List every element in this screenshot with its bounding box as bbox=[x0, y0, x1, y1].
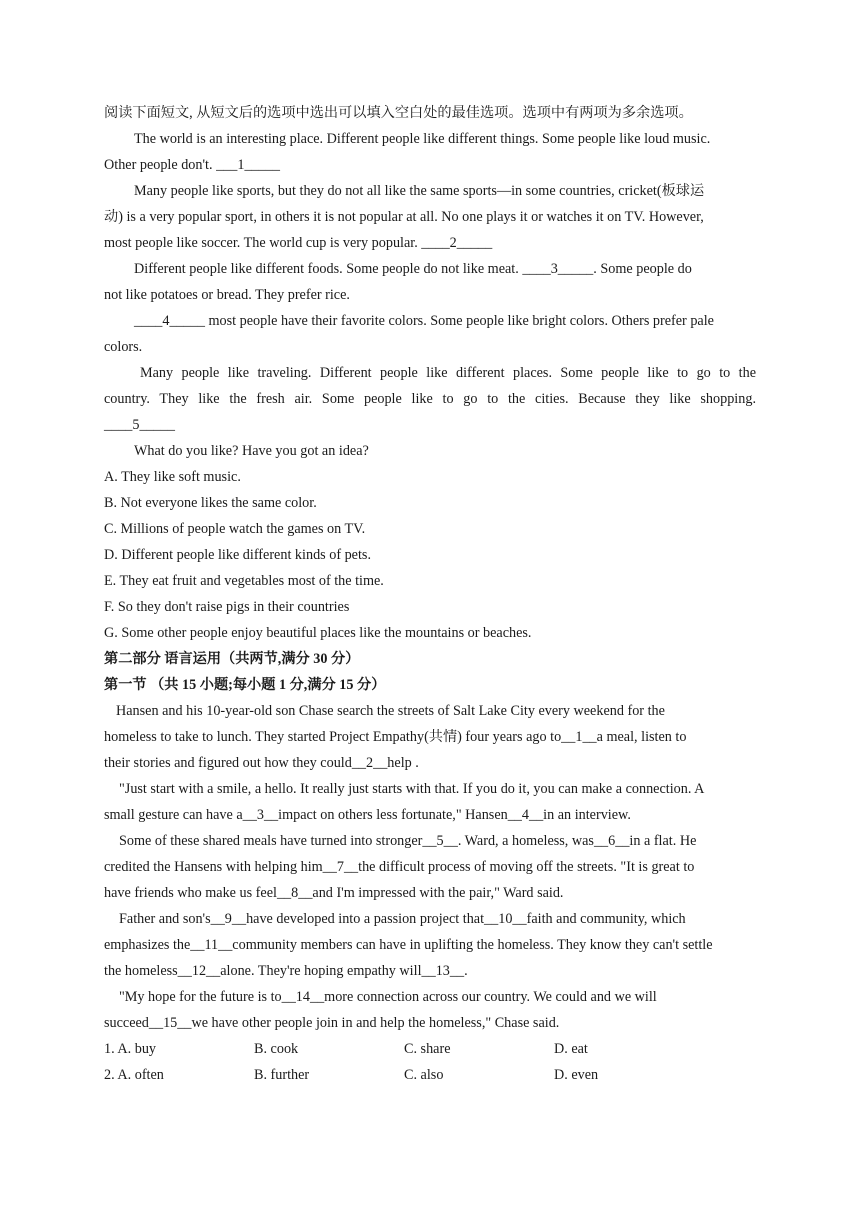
question-row bbox=[104, 1036, 756, 1062]
question-row bbox=[104, 1062, 756, 1088]
part2-subheading: 第一节 （共 15 小题;每小题 1 分,满分 15 分） bbox=[104, 677, 386, 693]
cloze-line: their stories and figured out how they could__2__help . bbox=[104, 755, 419, 771]
question-option-d: D. eat bbox=[554, 1041, 588, 1057]
cloze-line: "Just start with a smile, a hello. It really just starts with that. If you do it, you can make a connection. A bbox=[119, 781, 705, 797]
question-option-b: B. cook bbox=[254, 1041, 299, 1057]
passage-line: not like potatoes or bread. They prefer rice. bbox=[104, 287, 350, 303]
option-f: F. So they don't raise pigs in their countries bbox=[104, 599, 350, 615]
question-option-a: 2. A. often bbox=[104, 1067, 164, 1083]
option-a: A. They like soft music. bbox=[104, 469, 241, 485]
passage-line: ____4_____ most people have their favorite colors. Some people like bright colors. Others prefer pale bbox=[134, 313, 714, 329]
question-option-c: C. also bbox=[404, 1067, 444, 1083]
question-option-a: 1. A. buy bbox=[104, 1041, 157, 1057]
passage-line: colors. bbox=[104, 339, 143, 355]
part2-heading: 第二部分 语言运用（共两节,满分 30 分） bbox=[104, 651, 360, 667]
option-g: G. Some other people enjoy beautiful places like the mountains or beaches. bbox=[104, 625, 532, 641]
question-option-b: B. further bbox=[254, 1067, 310, 1083]
passage-line: country. They like the fresh air. Some people like to go to the cities. Because they like shopping. bbox=[104, 391, 756, 407]
document-page bbox=[104, 100, 756, 1088]
cloze-line: "My hope for the future is to__14__more connection across our country. We could and we will bbox=[119, 989, 657, 1005]
passage-line: Other people don't. ___1_____ bbox=[104, 157, 280, 173]
question-option-c: C. share bbox=[404, 1041, 451, 1057]
cloze-line: emphasizes the__11__community members can have in uplifting the homeless. They know they can't settle bbox=[104, 937, 713, 953]
cloze-line: Hansen and his 10-year-old son Chase search the streets of Salt Lake City every weekend for the bbox=[116, 703, 665, 719]
instruction-text: 阅读下面短文, 从短文后的选项中选出可以填入空白处的最佳选项。选项中有两项为多余选项。 bbox=[104, 105, 693, 121]
cloze-line: Father and son's__9__have developed into a passion project that__10__faith and community, which bbox=[119, 911, 686, 927]
passage-line: 动) is a very popular sport, in others it is not popular at all. No one plays it or watches it on TV. However, bbox=[104, 209, 704, 225]
passage-line: What do you like? Have you got an idea? bbox=[134, 443, 369, 459]
option-e: E. They eat fruit and vegetables most of the time. bbox=[104, 573, 384, 589]
option-c: C. Millions of people watch the games on TV. bbox=[104, 521, 366, 537]
cloze-line: Some of these shared meals have turned into stronger__5__. Ward, a homeless, was__6__in a flat. He bbox=[119, 833, 697, 849]
passage-line: Different people like different foods. Some people do not like meat. ____3_____. Some people do bbox=[134, 261, 692, 277]
cloze-line: credited the Hansens with helping him__7__the difficult process of moving off the streets. "It is great to bbox=[104, 859, 695, 875]
passage-line: The world is an interesting place. Different people like different things. Some people like loud music. bbox=[134, 131, 711, 147]
passage-line: ____5_____ bbox=[104, 417, 175, 433]
cloze-line: have friends who make us feel__8__and I'm impressed with the pair," Ward said. bbox=[104, 885, 564, 901]
passage-line: Many people like traveling. Different people like different places. Some people like to go to the bbox=[140, 365, 756, 381]
question-option-d: D. even bbox=[554, 1067, 599, 1083]
passage-line: most people like soccer. The world cup is very popular. ____2_____ bbox=[104, 235, 493, 251]
cloze-line: the homeless__12__alone. They're hoping empathy will__13__. bbox=[104, 963, 468, 979]
option-b: B. Not everyone likes the same color. bbox=[104, 495, 317, 511]
passage-line: Many people like sports, but they do not all like the same sports—in some countries, cricket(板球运 bbox=[134, 183, 705, 199]
cloze-line: succeed__15__we have other people join in and help the homeless," Chase said. bbox=[104, 1015, 560, 1031]
cloze-line: small gesture can have a__3__impact on others less fortunate," Hansen__4__in an interview. bbox=[104, 807, 631, 823]
cloze-line: homeless to take to lunch. They started Project Empathy(共情) four years ago to__1__a meal, listen to bbox=[104, 729, 687, 745]
option-d: D. Different people like different kinds of pets. bbox=[104, 547, 371, 563]
